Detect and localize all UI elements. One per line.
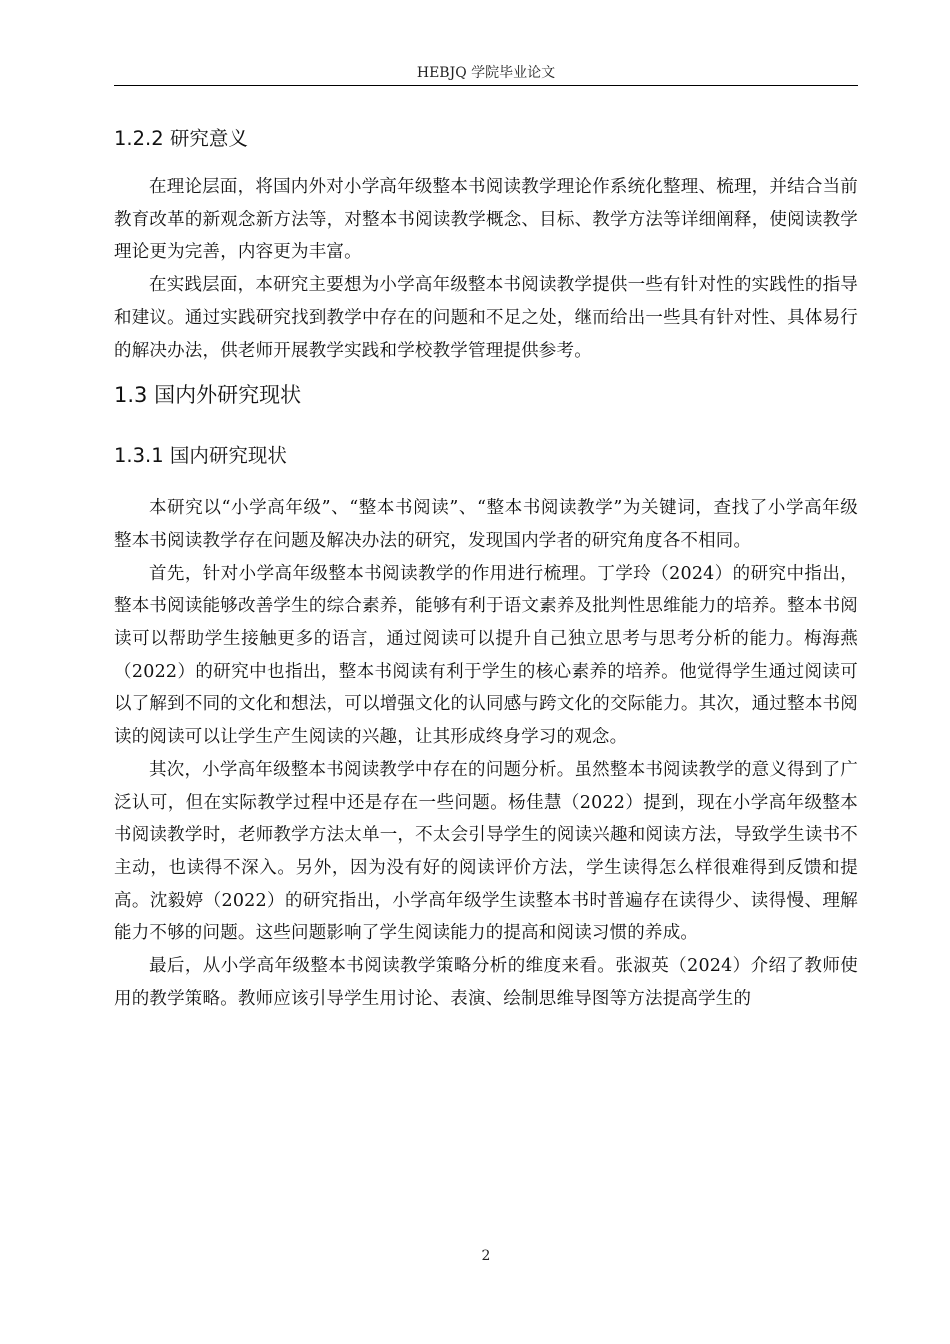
- section-heading-1-3-1: 1.3.1 国内研究现状: [114, 444, 287, 468]
- paragraph: 本研究以“小学高年级”、“整本书阅读”、“整本书阅读教学”为关键词，查找了小学高年级整本书阅读教学存在问题及解决办法的研究，发现国内学者的研究角度各不相同。: [114, 498, 858, 551]
- section-heading-1-2-2: 1.2.2 研究意义: [114, 127, 248, 150]
- paragraph: 在实践层面，本研究主要想为小学高年级整本书阅读教学提供一些有针对性的实践性的指导和建议。通过实践研究找到教学中存在的问题和不足之处，继而给出一些具有针对性、具体易行的解决办法，供老师开展教学实践和学校教学管理提供参考。: [114, 275, 858, 361]
- paragraph: 其次，小学高年级整本书阅读教学中存在的问题分析。虽然整本书阅读教学的意义得到了广泛认可，但在实际教学过程中还是存在一些问题。杨佳慧（2022）提到，现在小学高年级整本书阅读教学时，老师教学方法太单一，不太会引导学生的阅读兴趣和阅读方法，导致学生读书不主动，也读得不深入。另外，因为没有好的阅读评价方法，学生读得怎么样很难得到反馈和提高。沈毅婷（2022）的研究指出，小学高年级学生读整本书时普遍存在读得少、读得慢、理解能力不够的问题。这些问题影响了学生阅读能力的提高和阅读习惯的养成。: [114, 759, 858, 944]
- paragraph: 首先，针对小学高年级整本书阅读教学的作用进行梳理。丁学玲（2024）的研究中指出，整本书阅读能够改善学生的综合素养，能够有利于语文素养及批判性思维能力的培养。整本书阅读可以帮助学生接触更多的语言，通过阅读可以提升自己独立思考与思考分析的能力。梅海燕（2022）的研究中也指出，整本书阅读有利于学生的核心素养的培养。他觉得学生通过阅读可以了解到不同的文化和想法，可以增强文化的认同感与跨文化的交际能力。其次，通过整本书阅读的阅读可以让学生产生阅读的兴趣，让其形成终身学习的观念。: [114, 563, 858, 748]
- paragraph: 最后，从小学高年级整本书阅读教学策略分析的维度来看。张淑英（2024）介绍了教师使用的教学策略。教师应该引导学生用讨论、表演、绘制思维导图等方法提高学生的: [114, 956, 858, 1009]
- page-header: HEBJQ 学院毕业论文: [416, 65, 556, 81]
- header-divider: [114, 85, 858, 86]
- document-body: [114, 120, 858, 1015]
- section-heading-1-3: 1.3 国内外研究现状: [114, 383, 302, 408]
- paragraph: 在理论层面，将国内外对小学高年级整本书阅读教学理论作系统化整理、梳理，并结合当前教育改革的新观念新方法等，对整本书阅读教学概念、目标、教学方法等详细阐释，使阅读教学理论更为完善，内容更为丰富。: [114, 177, 858, 263]
- page-number: 2: [481, 1248, 491, 1264]
